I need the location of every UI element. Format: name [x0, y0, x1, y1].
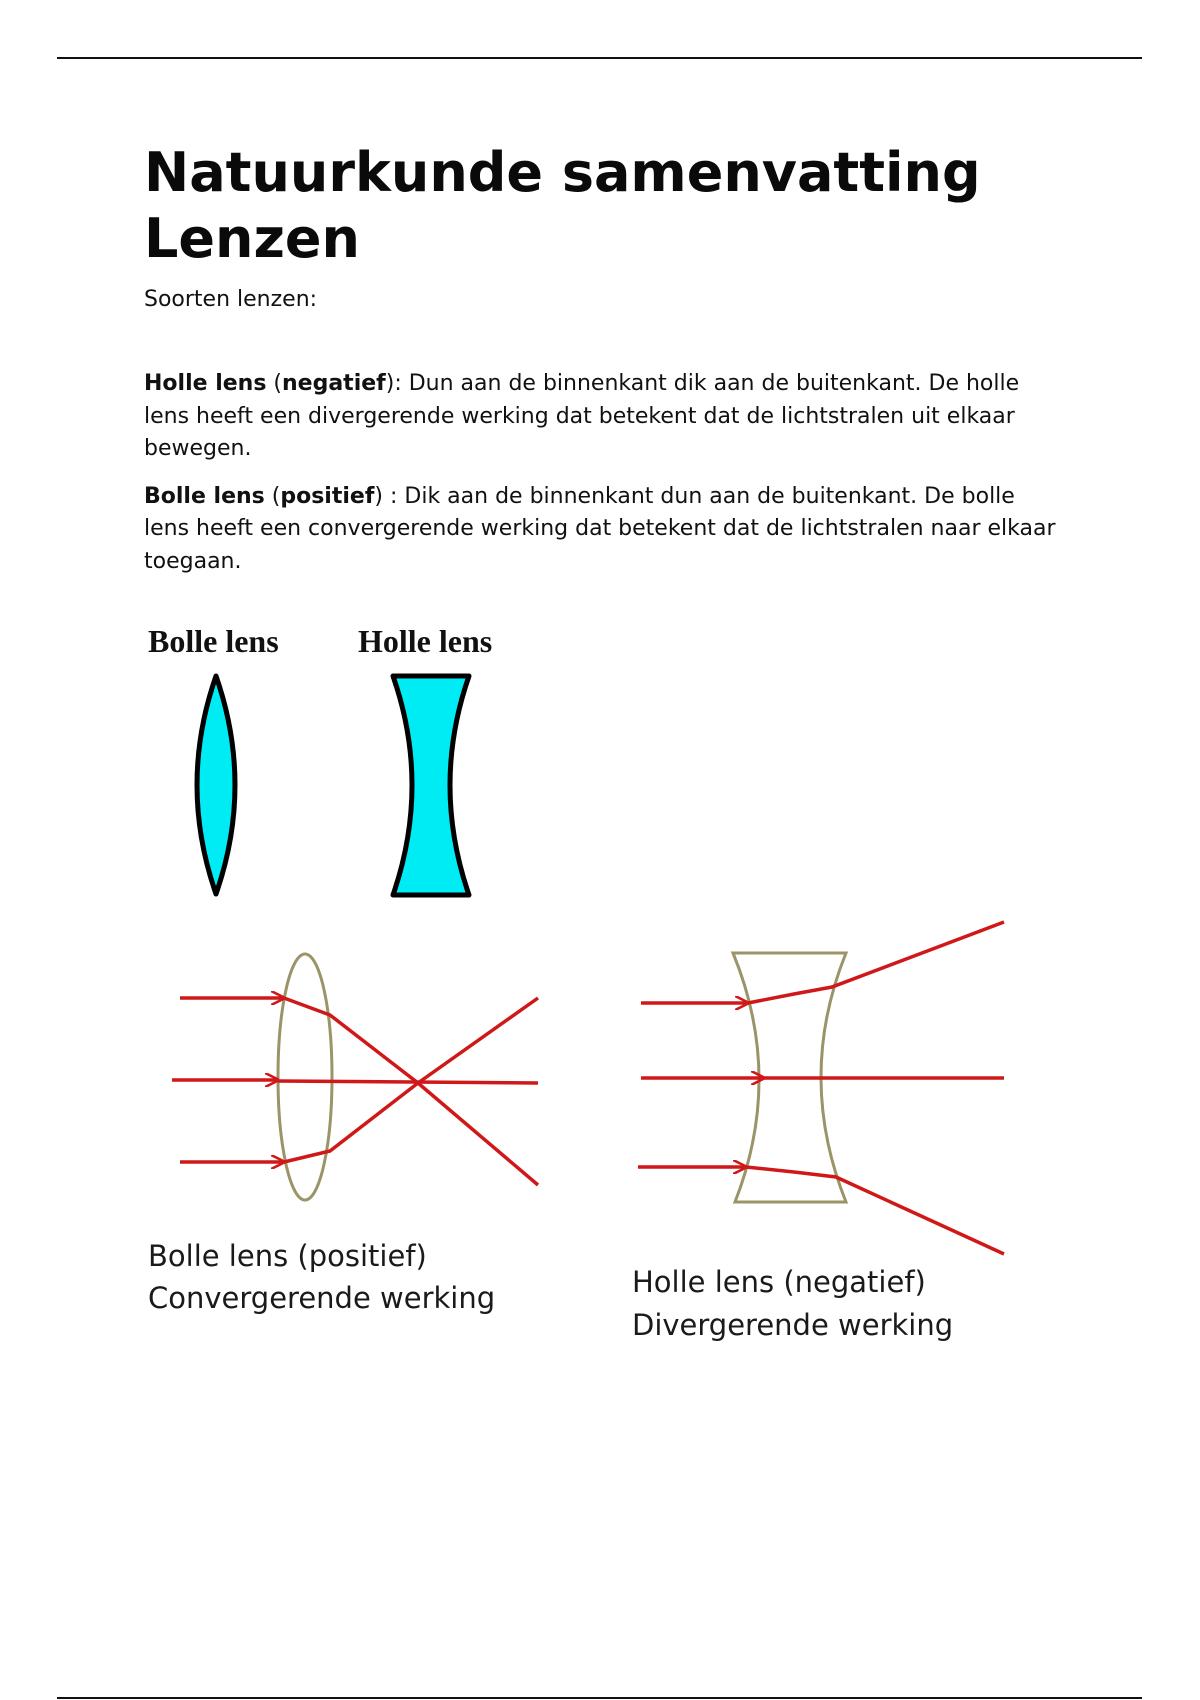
bolle-close: ) :	[374, 483, 398, 509]
bolle-term: Bolle lens	[144, 483, 265, 509]
refracted-ray-bottom-div	[746, 1167, 1004, 1254]
bolle-caption-line-2: Convergerende werking	[148, 1281, 496, 1315]
subtitle: Soorten lenzen:	[144, 287, 318, 312]
holle-text: Dun aan de binnenkant dik aan de buitenkant. De holle lens heeft een divergerende werking dat betekent dat de lichtstralen uit elkaar bewegen.	[144, 371, 1020, 461]
bolle-qualifier: positief	[280, 483, 375, 509]
bolle-caption-line-1: Bolle lens (positief)	[148, 1239, 427, 1273]
bolle-open-paren: (	[264, 483, 281, 509]
holle-caption-line-1: Holle lens (negatief)	[632, 1265, 926, 1299]
bolle-lens-shape	[197, 676, 235, 894]
holle-lens-title: Holle lens	[358, 623, 493, 659]
bottom-rule	[57, 1697, 1142, 1699]
refracted-ray-middle	[278, 1081, 538, 1083]
title-line-2: Lenzen	[144, 207, 360, 270]
holle-open-paren: (	[266, 371, 282, 396]
holle-close: ):	[385, 371, 402, 396]
converging-diagram	[172, 954, 538, 1200]
bolle-lens-title: Bolle lens	[148, 623, 279, 659]
refracted-ray-top-div	[748, 922, 1004, 1003]
title-line-1: Natuurkunde samenvatting	[144, 141, 981, 204]
holle-caption-line-2: Divergerende werking	[632, 1308, 954, 1342]
holle-term: Holle lens	[144, 371, 267, 396]
bolle-text: Dik aan de binnenkant dun aan de buitenkant. De bolle lens heeft een convergerende werking dat betekent dat de lichtstralen naar elkaar toegaan.	[144, 483, 1056, 574]
diverging-diagram	[638, 922, 1004, 1254]
holle-lens-shape	[393, 676, 469, 895]
holle-qualifier: negatief	[282, 371, 386, 396]
